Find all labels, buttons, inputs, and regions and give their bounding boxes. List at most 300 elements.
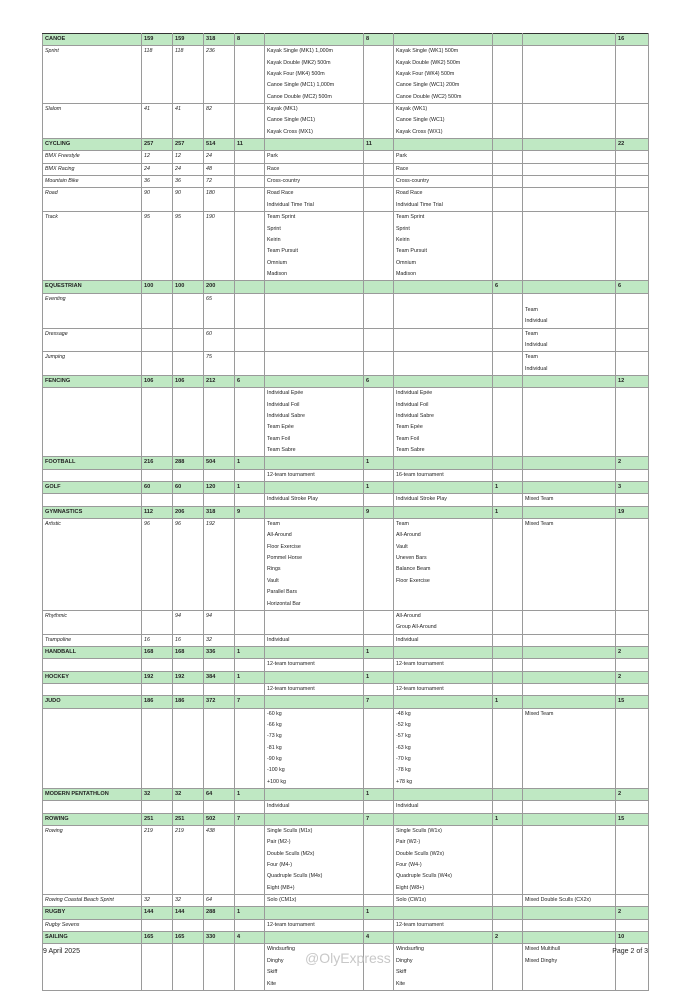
- total-athletes: 384: [204, 671, 235, 683]
- sport-row: [43, 482, 649, 494]
- discipline-name: Artistic: [43, 519, 142, 611]
- event-name: All-Around: [267, 532, 292, 539]
- spacer-cell: [616, 176, 649, 188]
- discipline-name: Road: [43, 188, 142, 212]
- event-name: 12-team tournament: [396, 661, 444, 668]
- spacer-cell: [364, 610, 394, 634]
- event-name: Kayak (MK1): [267, 106, 298, 113]
- discipline-women-athletes: [173, 708, 204, 788]
- event-name: Kayak Cross (WX1): [396, 128, 443, 135]
- discipline-row: [43, 352, 649, 376]
- discipline-men-athletes: [142, 610, 173, 634]
- spacer-cell: [364, 188, 394, 212]
- mixed-events-count: [493, 671, 523, 683]
- discipline-row: [43, 176, 649, 188]
- discipline-row: [43, 46, 649, 104]
- women-events-list: [394, 352, 493, 376]
- discipline-women-athletes: [173, 801, 204, 813]
- spacer-cell: [364, 46, 394, 104]
- women-events-header: [394, 646, 493, 658]
- event-name: All-Around: [396, 612, 421, 619]
- women-events-header: [394, 813, 493, 825]
- discipline-men-athletes: 24: [142, 163, 173, 175]
- discipline-men-athletes: [142, 659, 173, 671]
- spacer-cell: [616, 683, 649, 695]
- discipline-name: Rowing Coastal Beach Sprint: [43, 895, 142, 907]
- spacer-cell: [235, 634, 265, 646]
- footer-page-number: Page 2 of 3: [612, 948, 648, 955]
- discipline-total-athletes: 82: [204, 104, 235, 139]
- mixed-events-list: [523, 163, 616, 175]
- women-athletes: 251: [173, 813, 204, 825]
- mixed-events-header: [523, 139, 616, 151]
- event-name: Individual Time Trial: [396, 201, 443, 208]
- discipline-men-athletes: [142, 352, 173, 376]
- spacer-cell: [493, 293, 523, 328]
- discipline-row: [43, 163, 649, 175]
- women-events-header: [394, 375, 493, 387]
- spacer-cell: [364, 634, 394, 646]
- men-athletes: 216: [142, 457, 173, 469]
- spacer-cell: [235, 163, 265, 175]
- women-events-header: [394, 281, 493, 293]
- mixed-events-list: [523, 801, 616, 813]
- event-name: Kayak Single (MK1) 1,000m: [267, 48, 333, 55]
- spacer-cell: [616, 469, 649, 481]
- discipline-men-athletes: [142, 494, 173, 506]
- event-name: Madison: [267, 270, 288, 277]
- discipline-row: [43, 328, 649, 352]
- event-name: Individual: [267, 803, 290, 810]
- mixed-events-list: [523, 212, 616, 281]
- men-athletes: 60: [142, 482, 173, 494]
- men-events-list: [265, 388, 364, 457]
- men-events-header: [265, 646, 364, 658]
- event-name: -78 kg: [396, 767, 411, 774]
- men-events-list: [265, 469, 364, 481]
- sport-name: HANDBALL: [43, 646, 142, 658]
- women-events-list: [394, 944, 493, 990]
- men-events-list: [265, 634, 364, 646]
- mixed-events-list: [523, 519, 616, 611]
- discipline-total-athletes: [204, 944, 235, 990]
- event-name: Uneven Bars: [396, 555, 427, 562]
- total-events-count: 15: [616, 696, 649, 708]
- event-name: Floor Exercise: [396, 577, 430, 584]
- men-events-header: [265, 482, 364, 494]
- men-events-count: 4: [235, 932, 265, 944]
- discipline-name: Slalom: [43, 104, 142, 139]
- event-name: Individual: [525, 318, 548, 325]
- event-name: -73 kg: [267, 733, 282, 740]
- event-name: Team Foil: [396, 435, 419, 442]
- discipline-name: Trampoline: [43, 634, 142, 646]
- mixed-events-count: [493, 789, 523, 801]
- discipline-name: [43, 388, 142, 457]
- event-name: Team Epée: [267, 424, 294, 431]
- event-name: Quadruple Sculls (M4x): [267, 873, 323, 880]
- event-name: 12-team tournament: [267, 661, 315, 668]
- men-events-list: [265, 293, 364, 328]
- total-athletes: 288: [204, 907, 235, 919]
- sport-row: [43, 932, 649, 944]
- total-athletes: 200: [204, 281, 235, 293]
- discipline-total-athletes: 438: [204, 826, 235, 895]
- spacer-cell: [493, 328, 523, 352]
- spacer-cell: [493, 895, 523, 907]
- event-name: Pair (M2-): [267, 839, 291, 846]
- mixed-events-header: [523, 696, 616, 708]
- spacer-cell: [616, 659, 649, 671]
- spacer-cell: [235, 188, 265, 212]
- women-events-count: 7: [364, 813, 394, 825]
- women-events-list: [394, 388, 493, 457]
- discipline-men-athletes: 95: [142, 212, 173, 281]
- men-events-count: 1: [235, 907, 265, 919]
- discipline-men-athletes: [142, 801, 173, 813]
- spacer-cell: [235, 895, 265, 907]
- spacer-cell: [616, 151, 649, 163]
- spacer-cell: [364, 469, 394, 481]
- mixed-events-list: [523, 610, 616, 634]
- spacer-cell: [364, 919, 394, 931]
- event-name: -57 kg: [396, 733, 411, 740]
- total-events-count: 22: [616, 139, 649, 151]
- mixed-events-header: [523, 671, 616, 683]
- discipline-women-athletes: [173, 328, 204, 352]
- men-events-list: [265, 683, 364, 695]
- men-athletes: 257: [142, 139, 173, 151]
- event-name: Group All-Around: [396, 624, 437, 631]
- discipline-men-athletes: 32: [142, 895, 173, 907]
- sport-name: JUDO: [43, 696, 142, 708]
- spacer-cell: [493, 610, 523, 634]
- women-events-list: [394, 469, 493, 481]
- discipline-women-athletes: 90: [173, 188, 204, 212]
- mixed-events-count: [493, 34, 523, 46]
- event-name: Skiff: [396, 969, 407, 976]
- men-events-list: [265, 494, 364, 506]
- event-name: 12-team tournament: [267, 921, 315, 928]
- women-events-list: [394, 46, 493, 104]
- discipline-men-athletes: [142, 944, 173, 990]
- event-name: Vault: [396, 543, 408, 550]
- discipline-row: [43, 212, 649, 281]
- event-name: Floor Exercise: [267, 543, 301, 550]
- total-athletes: 502: [204, 813, 235, 825]
- discipline-men-athletes: 96: [142, 519, 173, 611]
- women-events-header: [394, 932, 493, 944]
- spacer-cell: [616, 708, 649, 788]
- men-events-count: 11: [235, 139, 265, 151]
- total-events-count: 2: [616, 907, 649, 919]
- spacer-cell: [235, 919, 265, 931]
- discipline-total-athletes: 94: [204, 610, 235, 634]
- spacer-cell: [364, 212, 394, 281]
- event-name: Team Pursuit: [267, 248, 298, 255]
- spacer-cell: [493, 634, 523, 646]
- event-name: -90 kg: [267, 755, 282, 762]
- mixed-events-count: [493, 646, 523, 658]
- event-name: -70 kg: [396, 755, 411, 762]
- sport-name: GYMNASTICS: [43, 506, 142, 518]
- discipline-women-athletes: 94: [173, 610, 204, 634]
- event-name: Individual: [396, 636, 419, 643]
- discipline-women-athletes: 12: [173, 151, 204, 163]
- mixed-events-list: [523, 176, 616, 188]
- discipline-row: [43, 104, 649, 139]
- spacer-cell: [616, 293, 649, 328]
- discipline-total-athletes: [204, 659, 235, 671]
- spacer-cell: [616, 826, 649, 895]
- event-name: -48 kg: [396, 710, 411, 717]
- event-name: Madison: [396, 270, 417, 277]
- mixed-events-list: [523, 469, 616, 481]
- spacer-cell: [616, 494, 649, 506]
- men-events-header: [265, 139, 364, 151]
- women-athletes: 186: [173, 696, 204, 708]
- men-events-header: [265, 281, 364, 293]
- mixed-events-header: [523, 932, 616, 944]
- event-name: Solo (CM1x): [267, 897, 297, 904]
- spacer-cell: [616, 919, 649, 931]
- men-events-count: 8: [235, 34, 265, 46]
- discipline-men-athletes: 118: [142, 46, 173, 104]
- total-events-count: 6: [616, 281, 649, 293]
- discipline-total-athletes: 60: [204, 328, 235, 352]
- spacer-cell: [616, 388, 649, 457]
- mixed-events-count: 1: [493, 813, 523, 825]
- spacer-cell: [364, 352, 394, 376]
- event-name: Individual: [267, 636, 290, 643]
- discipline-men-athletes: 16: [142, 634, 173, 646]
- event-name: Individual Stroke Play: [267, 496, 318, 503]
- total-events-count: 16: [616, 34, 649, 46]
- women-events-header: [394, 506, 493, 518]
- women-events-list: [394, 801, 493, 813]
- mixed-events-list: [523, 659, 616, 671]
- event-name: Dinghy: [396, 957, 413, 964]
- spacer-cell: [364, 494, 394, 506]
- discipline-women-athletes: [173, 659, 204, 671]
- discipline-women-athletes: 118: [173, 46, 204, 104]
- discipline-name: Track: [43, 212, 142, 281]
- spacer-cell: [235, 659, 265, 671]
- spacer-cell: [364, 519, 394, 611]
- discipline-row: [43, 494, 649, 506]
- event-name: 12-team tournament: [396, 685, 444, 692]
- mixed-events-header: [523, 506, 616, 518]
- men-events-list: [265, 212, 364, 281]
- sport-name: FOOTBALL: [43, 457, 142, 469]
- women-athletes: 168: [173, 646, 204, 658]
- women-events-count: 4: [364, 932, 394, 944]
- men-events-header: [265, 375, 364, 387]
- men-events-header: [265, 506, 364, 518]
- event-name: Mixed Dinghy: [525, 957, 558, 964]
- discipline-row: [43, 388, 649, 457]
- event-name: Eight (W8+): [396, 884, 425, 891]
- women-events-header: [394, 671, 493, 683]
- men-events-count: 1: [235, 482, 265, 494]
- event-name: Horizontal Bar: [267, 600, 301, 607]
- men-events-list: [265, 328, 364, 352]
- event-name: Parallel Bars: [267, 589, 298, 596]
- discipline-women-athletes: [173, 388, 204, 457]
- women-athletes: 288: [173, 457, 204, 469]
- men-athletes: 32: [142, 789, 173, 801]
- event-name: Kayak (WK1): [396, 106, 428, 113]
- women-events-list: [394, 104, 493, 139]
- men-events-header: [265, 671, 364, 683]
- discipline-women-athletes: 41: [173, 104, 204, 139]
- men-events-list: [265, 801, 364, 813]
- men-events-list: [265, 104, 364, 139]
- mixed-events-header: [523, 281, 616, 293]
- discipline-row: [43, 610, 649, 634]
- event-name: Single Sculls (W1x): [396, 828, 442, 835]
- women-events-count: [364, 281, 394, 293]
- spacer-cell: [493, 919, 523, 931]
- women-events-list: [394, 634, 493, 646]
- discipline-total-athletes: [204, 919, 235, 931]
- women-events-list: [394, 212, 493, 281]
- total-athletes: 212: [204, 375, 235, 387]
- total-athletes: 504: [204, 457, 235, 469]
- spacer-cell: [493, 826, 523, 895]
- total-events-count: 3: [616, 482, 649, 494]
- discipline-men-athletes: [142, 469, 173, 481]
- mixed-events-list: [523, 634, 616, 646]
- footer-date: 9 April 2025: [43, 948, 80, 955]
- men-events-count: 1: [235, 457, 265, 469]
- spacer-cell: [364, 801, 394, 813]
- event-name: Four (M4-): [267, 862, 293, 869]
- event-name: -63 kg: [396, 744, 411, 751]
- event-name: Individual Epée: [267, 390, 304, 397]
- men-events-count: 6: [235, 375, 265, 387]
- mixed-events-header: [523, 34, 616, 46]
- men-athletes: 144: [142, 907, 173, 919]
- women-athletes: 192: [173, 671, 204, 683]
- event-name: -66 kg: [267, 721, 282, 728]
- women-events-count: 6: [364, 375, 394, 387]
- discipline-total-athletes: [204, 469, 235, 481]
- event-name: -60 kg: [267, 710, 282, 717]
- discipline-name: Rugby Sevens: [43, 919, 142, 931]
- women-events-header: [394, 482, 493, 494]
- spacer-cell: [493, 176, 523, 188]
- women-events-list: [394, 683, 493, 695]
- men-athletes: 112: [142, 506, 173, 518]
- mixed-events-count: 1: [493, 506, 523, 518]
- discipline-total-athletes: 75: [204, 352, 235, 376]
- event-name: Keirin: [396, 236, 410, 243]
- mixed-events-count: [493, 907, 523, 919]
- men-events-count: 7: [235, 813, 265, 825]
- spacer-cell: [235, 352, 265, 376]
- spacer-cell: [364, 328, 394, 352]
- spacer-cell: [364, 151, 394, 163]
- discipline-women-athletes: [173, 469, 204, 481]
- men-events-header: [265, 696, 364, 708]
- events-table: [42, 33, 649, 991]
- event-name: Team Foil: [267, 435, 290, 442]
- event-name: Canoe Single (WC1) 200m: [396, 82, 460, 89]
- discipline-women-athletes: 32: [173, 895, 204, 907]
- event-name: Keirin: [267, 236, 281, 243]
- mixed-events-count: 2: [493, 932, 523, 944]
- spacer-cell: [235, 494, 265, 506]
- event-name: Single Sculls (M1x): [267, 828, 313, 835]
- spacer-cell: [235, 388, 265, 457]
- total-events-count: 2: [616, 789, 649, 801]
- event-name: Team: [267, 521, 280, 528]
- women-athletes: 257: [173, 139, 204, 151]
- total-athletes: 318: [204, 34, 235, 46]
- women-events-list: [394, 176, 493, 188]
- event-name: Kayak Double (WK2) 500m: [396, 59, 461, 66]
- discipline-name: Jumping: [43, 352, 142, 376]
- total-events-count: 19: [616, 506, 649, 518]
- spacer-cell: [364, 683, 394, 695]
- event-name: Skiff: [267, 969, 278, 976]
- event-name: Team: [396, 521, 409, 528]
- spacer-cell: [616, 610, 649, 634]
- event-name: Individual Sabre: [396, 413, 434, 419]
- event-name: Vault: [267, 577, 279, 584]
- mixed-events-list: [523, 919, 616, 931]
- discipline-total-athletes: [204, 708, 235, 788]
- event-name: Mixed Double Sculls (CX2x): [525, 897, 591, 904]
- discipline-women-athletes: [173, 683, 204, 695]
- mixed-events-header: [523, 482, 616, 494]
- spacer-cell: [493, 683, 523, 695]
- event-name: Dinghy: [267, 957, 284, 964]
- discipline-row: [43, 519, 649, 611]
- women-events-list: [394, 328, 493, 352]
- sport-name: EQUESTRIAN: [43, 281, 142, 293]
- mixed-events-header: [523, 813, 616, 825]
- total-athletes: 64: [204, 789, 235, 801]
- total-athletes: 372: [204, 696, 235, 708]
- men-events-header: [265, 932, 364, 944]
- mixed-events-list: [523, 188, 616, 212]
- women-events-count: 1: [364, 789, 394, 801]
- event-name: Kite: [267, 980, 277, 987]
- discipline-row: [43, 293, 649, 328]
- discipline-row: [43, 659, 649, 671]
- men-events-header: [265, 907, 364, 919]
- spacer-cell: [616, 328, 649, 352]
- discipline-total-athletes: 48: [204, 163, 235, 175]
- event-name: Team Sprint: [267, 214, 296, 221]
- spacer-cell: [235, 151, 265, 163]
- mixed-events-list: [523, 826, 616, 895]
- spacer-cell: [616, 163, 649, 175]
- men-events-list: [265, 708, 364, 788]
- women-events-list: [394, 919, 493, 931]
- men-events-list: [265, 610, 364, 634]
- men-events-header: [265, 789, 364, 801]
- spacer-cell: [235, 801, 265, 813]
- discipline-total-athletes: 190: [204, 212, 235, 281]
- women-events-count: 1: [364, 671, 394, 683]
- mixed-events-list: [523, 151, 616, 163]
- event-name: Team Sabre: [396, 447, 425, 454]
- event-name: Cross-country: [396, 178, 429, 185]
- event-name: All-Around: [396, 532, 421, 539]
